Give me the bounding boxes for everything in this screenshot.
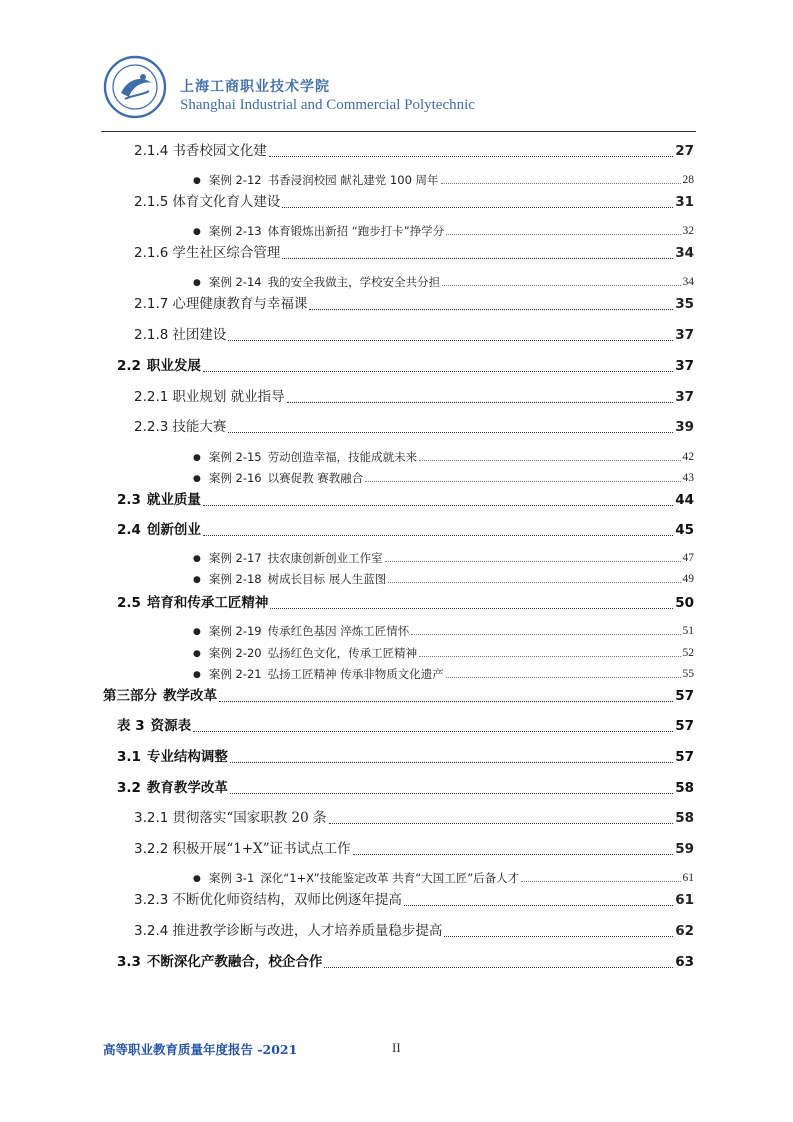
toc-entry-page: 51 [682, 625, 694, 637]
dot-leader [444, 936, 673, 937]
dot-leader [385, 561, 681, 562]
toc-entry-number: 案例 2-14 [208, 275, 262, 289]
toc-entry-number: 3.1 [117, 749, 141, 765]
toc-entry-number: 案例 2-21 [208, 667, 262, 681]
toc-entry-page: 27 [675, 143, 694, 159]
toc-entry-page: 34 [675, 245, 694, 261]
toc-entry-title: 专业结构调整 [146, 749, 228, 765]
toc-entry-title: 书香浸润校园 献礼建党 100 周年 [267, 173, 439, 187]
toc-entry[interactable] [134, 812, 694, 826]
toc-entry[interactable] [134, 391, 694, 405]
toc-entry-number: 案例 2-17 [208, 551, 262, 565]
toc-entry-page: 61 [682, 872, 694, 884]
toc-case-entry[interactable] [193, 473, 694, 485]
toc-entry-page: 39 [675, 419, 694, 435]
dot-leader [353, 854, 674, 855]
dot-leader [193, 731, 673, 732]
toc-entry-title: 不断优化师资结构，双师比例逐年提高 [172, 892, 402, 908]
dot-leader [411, 634, 680, 635]
toc-entry[interactable] [103, 690, 694, 704]
toc-entry-page: 35 [675, 296, 694, 312]
toc-entry-page: 61 [675, 892, 694, 908]
toc-entry-number: 案例 2-16 [208, 471, 262, 485]
toc-entry[interactable] [117, 494, 694, 508]
toc-entry-page: 55 [682, 668, 694, 680]
bullet-icon: ● [193, 277, 201, 288]
toc-entry-title: 体育锻炼出新招 “跑步打卡”挣学分 [267, 224, 445, 238]
toc-entry-number: 2.1.5 [134, 194, 169, 210]
toc-entry-number: 3.2.2 [134, 841, 169, 857]
toc-entry-number: 案例 2-12 [208, 173, 262, 187]
toc-entry-number: 3.2 [117, 780, 141, 796]
dot-leader [219, 701, 673, 702]
toc-entry-number: 2.1.6 [134, 245, 169, 261]
toc-entry-number: 3.2.3 [134, 892, 169, 908]
toc-entry-number: 2.1.7 [134, 296, 169, 312]
toc-entry-number: 2.1.8 [134, 327, 169, 343]
toc-entry-number: 案例 2-18 [208, 572, 262, 586]
toc-entry-title: 职业发展 [146, 358, 201, 374]
dot-leader [446, 677, 681, 678]
toc-entry-number: 2.2 [117, 358, 141, 374]
toc-entry[interactable] [117, 751, 694, 765]
toc-entry-title: 创新创业 [146, 522, 201, 538]
bullet-icon: ● [193, 473, 201, 484]
toc-entry[interactable] [134, 298, 694, 312]
toc-entry-number: 第三部分 [103, 688, 157, 704]
toc-entry-title: 书香校园文化建 [172, 143, 267, 159]
toc-entry[interactable] [134, 329, 694, 343]
dot-leader [309, 309, 673, 310]
bullet-icon: ● [193, 452, 201, 463]
toc-entry-page: 43 [682, 472, 694, 484]
dot-leader [324, 967, 673, 968]
toc-entry[interactable] [134, 421, 694, 435]
toc-entry-title: 不断深化产教融合，校企合作 [146, 954, 323, 970]
toc-entry-number: 2.3 [117, 492, 141, 508]
toc-entry-title: 推进教学诊断与改进，人才培养质量稳步提高 [172, 923, 443, 939]
toc-entry-title: 积极开展“1+X”证书试点工作 [172, 841, 351, 857]
bullet-icon: ● [193, 648, 201, 659]
toc-entry[interactable] [117, 360, 694, 374]
toc-entry-title: 学生社区综合管理 [172, 245, 281, 261]
toc-case-entry[interactable] [193, 648, 694, 660]
dot-leader [388, 582, 680, 583]
dot-leader [230, 762, 673, 763]
toc-entry-page: 34 [682, 276, 694, 288]
page-number: II [392, 1040, 401, 1055]
toc-case-entry[interactable] [193, 452, 694, 464]
toc-entry-page: 52 [682, 647, 694, 659]
dot-leader [419, 656, 680, 657]
toc-entry-title: 资源表 [150, 718, 192, 734]
dot-leader [203, 371, 673, 372]
toc-entry[interactable] [117, 524, 694, 538]
dot-leader [203, 505, 673, 506]
toc-entry[interactable] [134, 925, 694, 939]
toc-entry-page: 37 [675, 389, 694, 405]
dot-leader [287, 402, 674, 403]
toc-entry[interactable] [134, 145, 694, 159]
toc-entry-title: 社团建设 [172, 327, 227, 343]
toc-entry-title: 心理健康教育与幸福课 [172, 296, 308, 312]
toc-entry[interactable] [134, 247, 694, 261]
toc-case-entry[interactable] [193, 873, 694, 885]
toc-entry[interactable] [117, 720, 694, 734]
toc-entry[interactable] [134, 196, 694, 210]
dot-leader [329, 823, 674, 824]
dot-leader [419, 460, 680, 461]
toc-entry-number: 3.3 [117, 954, 141, 970]
toc-entry[interactable] [117, 956, 694, 970]
bullet-icon: ● [193, 553, 201, 564]
toc-entry-title: 扶农康创新创业工作室 [267, 551, 383, 565]
toc-entry-number: 2.2.3 [134, 419, 169, 435]
dot-leader [446, 234, 680, 235]
bullet-icon: ● [193, 669, 201, 680]
toc-entry-number: 案例 2-13 [208, 224, 262, 238]
toc-entry-page: 58 [675, 810, 694, 826]
toc-entry-page: 57 [675, 718, 694, 734]
dot-leader [442, 285, 680, 286]
dot-leader [365, 481, 680, 482]
toc-entry-page: 44 [675, 492, 694, 508]
toc-entry[interactable] [134, 894, 694, 908]
school-name-en: Shanghai Industrial and Commercial Polytechnic [180, 97, 475, 113]
bullet-icon: ● [193, 873, 201, 884]
toc-entry-page: 31 [675, 194, 694, 210]
toc-entry-page: 45 [675, 522, 694, 538]
bullet-icon: ● [193, 226, 201, 237]
toc-entry-title: 我的安全我做主，学校安全共分担 [267, 275, 441, 289]
toc-entry-page: 57 [675, 688, 694, 704]
toc-entry-page: 32 [682, 225, 694, 237]
toc-case-entry[interactable] [193, 669, 694, 681]
dot-leader [521, 881, 680, 882]
toc-entry-title: 职业规划 就业指导 [172, 389, 285, 405]
toc-entry-page: 57 [675, 749, 694, 765]
toc-entry-page: 58 [675, 780, 694, 796]
dot-leader [228, 340, 673, 341]
toc-entry-title: 劳动创造幸福，技能成就未来 [267, 450, 418, 464]
toc-entry-number: 2.2.1 [134, 389, 169, 405]
toc-entry-page: 50 [675, 595, 694, 611]
dot-leader [282, 258, 673, 259]
toc-entry-title: 培育和传承工匠精神 [146, 595, 269, 611]
toc-entry[interactable] [117, 597, 694, 611]
toc-entry-page: 59 [675, 841, 694, 857]
toc-entry-number: 3.2.1 [134, 810, 169, 826]
toc-entry-page: 49 [682, 573, 694, 585]
dot-leader [203, 535, 673, 536]
toc-entry-title: 体育文化育人建设 [172, 194, 281, 210]
school-name-cn: 上海工商职业技术学院 [180, 79, 330, 95]
toc-entry-number: 案例 3-1 [208, 871, 255, 885]
toc-entry-page: 37 [675, 358, 694, 374]
dot-leader [270, 608, 673, 609]
toc-entry-title: 传承红色基因 淬炼工匠情怀 [267, 624, 410, 638]
report-title: 高等职业教育质量年度报告 -2021 [103, 1042, 298, 1057]
dot-leader [282, 207, 673, 208]
toc-entry-title: 就业质量 [146, 492, 201, 508]
toc-entry-page: 28 [682, 174, 694, 186]
bullet-icon: ● [193, 626, 201, 637]
toc-entry-title: 贯彻落实“国家职教 20 条 [172, 810, 327, 826]
toc-entry-page: 62 [675, 923, 694, 939]
toc-entry-title: 技能大赛 [172, 419, 227, 435]
toc-entry-number: 表 3 [117, 718, 145, 734]
toc-entry-number: 3.2.4 [134, 923, 169, 939]
toc-entry-number: 2.4 [117, 522, 141, 538]
toc-entry-title: 以赛促教 赛教融合 [267, 471, 364, 485]
bullet-icon: ● [193, 574, 201, 585]
bullet-icon: ● [193, 175, 201, 186]
toc-entry-title: 深化“1+X”技能鉴定改革 共育“大国工匠”后备人才 [260, 871, 520, 885]
toc-entry-number: 案例 2-20 [208, 646, 262, 660]
toc-entry-page: 63 [675, 954, 694, 970]
toc-case-entry[interactable] [193, 175, 694, 187]
toc-case-entry[interactable] [193, 277, 694, 289]
toc-entry-page: 47 [682, 552, 694, 564]
toc-entry-title: 教学改革 [163, 688, 217, 704]
dot-leader [230, 793, 673, 794]
toc-entry[interactable] [117, 782, 694, 796]
toc-entry-page: 42 [682, 451, 694, 463]
toc-entry-page: 37 [675, 327, 694, 343]
toc-case-entry[interactable] [193, 574, 694, 586]
toc-entry-number: 案例 2-19 [208, 624, 262, 638]
toc-case-entry[interactable] [193, 626, 694, 638]
toc-entry[interactable] [134, 843, 694, 857]
toc-entry-number: 2.1.4 [134, 143, 169, 159]
dot-leader [228, 432, 673, 433]
toc-entry-number: 2.5 [117, 595, 141, 611]
dot-leader [269, 156, 673, 157]
toc-entry-title: 树成长目标 展人生蓝图 [267, 572, 387, 586]
toc-case-entry[interactable] [193, 226, 694, 238]
toc-entry-number: 案例 2-15 [208, 450, 262, 464]
toc-case-entry[interactable] [193, 553, 694, 565]
toc-entry-title: 弘扬红色文化，传承工匠精神 [267, 646, 418, 660]
dot-leader [404, 905, 673, 906]
dot-leader [441, 183, 681, 184]
toc-entry-title: 教育教学改革 [146, 780, 228, 796]
toc-entry-title: 弘扬工匠精神 传承非物质文化遗产 [267, 667, 444, 681]
